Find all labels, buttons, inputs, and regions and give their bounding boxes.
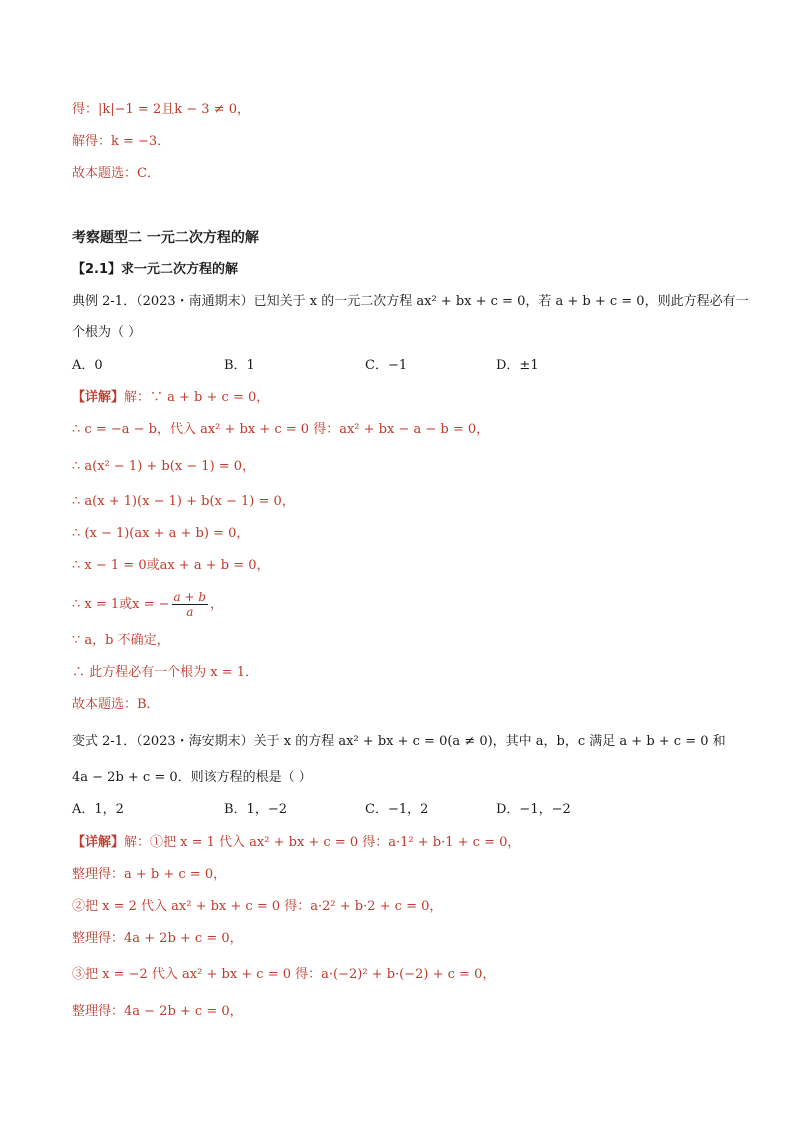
- option-d: D．−1，−2: [496, 802, 571, 817]
- solution-line: 解得：k = −3．: [72, 134, 171, 149]
- option-a: A．1，2: [72, 802, 124, 817]
- option-b: B．1: [224, 358, 255, 373]
- solution-line: 整理得：4a − 2b + c = 0，: [72, 1004, 243, 1019]
- solution-line: [72, 389, 734, 407]
- solution-text: ∴ x = 1或x = −: [72, 597, 170, 612]
- question-text: 变式 2-1．（2023・海安期末）关于 x 的方程 ax² + bx + c = 0(a ≠ 0)，其中 a，b，c 满足 a + b + c = 0 和: [72, 734, 726, 749]
- option-c: C．−1，2: [365, 802, 429, 817]
- solution-line: ∴ (x − 1)(ax + a + b) = 0，: [72, 526, 250, 541]
- solution-line: [72, 834, 734, 852]
- solution-line: ∴ 此方程必有一个根为 x = 1．: [72, 665, 259, 680]
- detail-tag: 【详解】: [72, 835, 125, 850]
- solution-line: 故本题选：C．: [72, 166, 160, 181]
- solution-text: 解：①把 x = 1 代入 ax² + bx + c = 0 得：a·1² + b·1 + c = 0，: [124, 835, 521, 850]
- solution-text: ，: [210, 597, 224, 612]
- option-a: A．0: [72, 358, 103, 373]
- solution-line: ∴ c = −a − b，代入 ax² + bx + c = 0 得：ax² + bx − a − b = 0，: [72, 422, 490, 437]
- detail-tag: 【详解】: [72, 390, 125, 405]
- solution-line: [72, 590, 734, 620]
- fraction-denominator: a: [186, 605, 194, 619]
- solution-line: ∴ a(x + 1)(x − 1) + b(x − 1) = 0，: [72, 494, 295, 509]
- solution-line: ∴ x − 1 = 0或ax + a + b = 0，: [72, 558, 270, 573]
- section-title: 考察题型二 一元二次方程的解: [72, 230, 259, 246]
- fraction: [172, 590, 209, 619]
- solution-line: 整理得：a + b + c = 0，: [72, 867, 227, 882]
- solution-line: ∴ a(x² − 1) + b(x − 1) = 0，: [72, 459, 256, 474]
- section-subtitle: 【2.1】求一元二次方程的解: [72, 262, 239, 277]
- solution-line: 整理得：4a + 2b + c = 0，: [72, 931, 243, 946]
- option-d: D．±1: [496, 358, 539, 373]
- solution-line: 得：|k|−1 = 2且k − 3 ≠ 0，: [72, 102, 250, 117]
- option-b: B．1，−2: [224, 802, 287, 817]
- solution-line: 故本题选：B．: [72, 697, 160, 712]
- solution-text: 解：∵ a + b + c = 0，: [124, 390, 270, 405]
- solution-line: ∵ a，b 不确定，: [72, 633, 170, 648]
- solution-line: ②把 x = 2 代入 ax² + bx + c = 0 得：a·2² + b·2 + c = 0，: [72, 899, 443, 914]
- option-c: C．−1: [365, 358, 408, 373]
- question-text: 4a − 2b + c = 0．则该方程的根是（ ）: [72, 770, 312, 785]
- solution-line: ③把 x = −2 代入 ax² + bx + c = 0 得：a·(−2)² + b·(−2) + c = 0，: [72, 967, 496, 982]
- fraction-numerator: a + b: [173, 590, 207, 604]
- question-text: 个根为（ ）: [72, 325, 142, 340]
- question-text: 典例 2-1．（2023・南通期末）已知关于 x 的一元二次方程 ax² + bx + c = 0，若 a + b + c = 0，则此方程必有一: [72, 294, 749, 309]
